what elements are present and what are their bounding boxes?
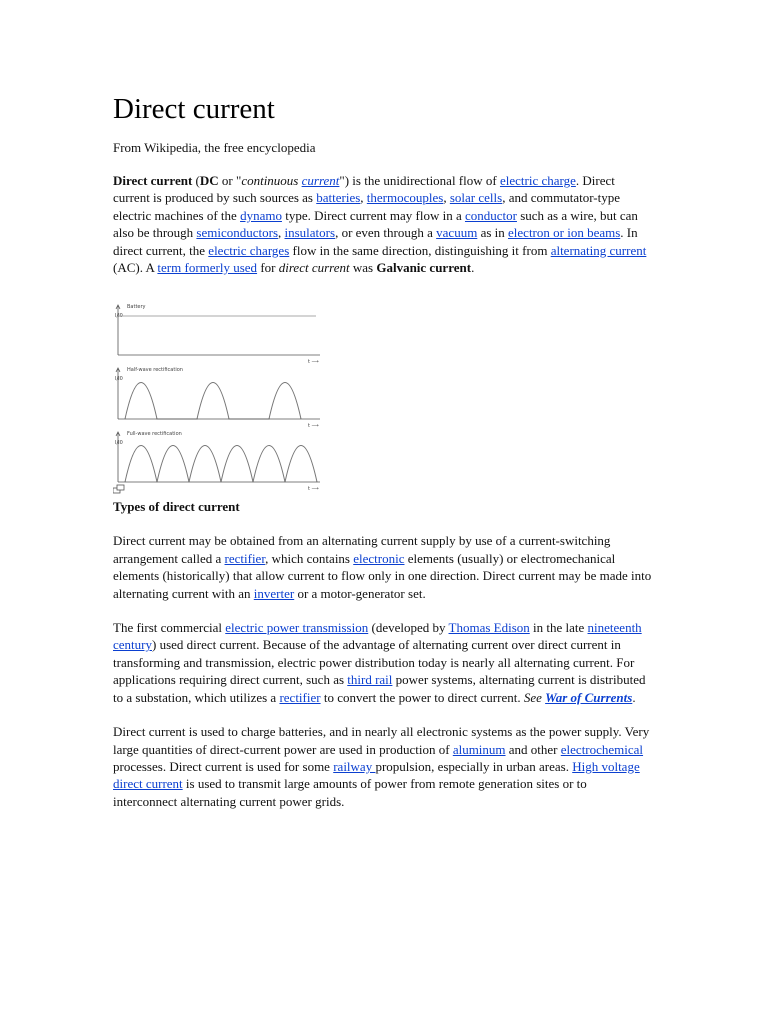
link-conductor[interactable]: conductor — [464, 207, 517, 223]
x-label: t ⟶ — [308, 423, 319, 430]
link-term-formerly-used[interactable]: term formerly used — [157, 260, 258, 276]
link-rectifier-2[interactable]: rectifier — [279, 689, 321, 705]
dc-waveform-diagram — [113, 296, 325, 496]
page-title: Direct current — [113, 93, 275, 125]
full-wave-curve — [125, 446, 317, 483]
paragraph-history — [113, 619, 653, 706]
link-electric-charge[interactable]: electric charge — [499, 173, 576, 188]
text: processes. Direct current is used for some — [113, 758, 334, 774]
half-wave-curve — [125, 383, 301, 420]
text: flow in the same direction, distinguishing it from — [289, 242, 551, 258]
x-label: t ⟶ — [308, 486, 319, 493]
panel-label: Half-wave rectification — [127, 367, 183, 374]
subtitle: From Wikipedia, the free encyclopedia — [113, 140, 316, 155]
text: , or even through a — [335, 225, 437, 241]
text: as in — [477, 225, 509, 241]
figure-caption: Types of direct current — [113, 499, 240, 515]
link-nineteenth-century[interactable]: nineteenth century — [113, 620, 642, 653]
panel-label: Full-wave rectification — [127, 431, 182, 438]
term-direct-current: Direct current — [113, 173, 193, 188]
link-electronic[interactable]: electronic — [353, 550, 405, 566]
panel-battery — [115, 304, 320, 365]
link-rectifier[interactable]: rectifier — [224, 550, 266, 566]
dc-types-figure[interactable] — [113, 296, 325, 496]
text: elements (usually) or electromechanical elements (historically) that allow current to flow only in one direction. Direct current may be made into alternating current with an — [113, 550, 652, 601]
text: . — [471, 260, 475, 276]
link-semiconductors[interactable]: semiconductors — [196, 225, 278, 241]
article — [113, 92, 653, 810]
paragraph-uses — [113, 723, 653, 810]
link-electrochemical[interactable]: electrochemical — [560, 741, 644, 757]
text: (AC). A — [113, 260, 158, 276]
see-label: See — [523, 689, 546, 705]
text: and other — [505, 741, 561, 757]
link-solar-cells[interactable]: solar cells — [449, 190, 503, 206]
text: power systems, alternating current is distributed to a substation, which utilizes a — [113, 672, 646, 705]
term-continuous: continuous — [241, 173, 302, 188]
text: type. Direct current may flow in a — [281, 207, 465, 223]
link-current[interactable]: current — [301, 173, 340, 188]
text: (developed by — [368, 620, 449, 636]
text: The first commercial — [113, 620, 226, 636]
text: Direct current may be obtained from an alternating current supply by use of a current-switching arrangement called a — [113, 533, 611, 566]
term-galvanic-current: Galvanic current — [376, 260, 472, 276]
panel-label: Battery — [127, 304, 146, 311]
text: , — [360, 190, 367, 206]
link-railway[interactable]: railway — [333, 758, 376, 774]
text: , — [278, 225, 285, 241]
text: in the late — [529, 620, 588, 636]
y-label: I/I0 — [115, 440, 123, 447]
text: or " — [218, 173, 242, 188]
link-aluminum[interactable]: aluminum — [452, 741, 506, 757]
paragraph-rectifier — [113, 532, 653, 602]
link-alternating-current[interactable]: alternating current — [550, 242, 647, 258]
enlarge-icon[interactable] — [113, 485, 124, 493]
term-dc: DC — [199, 173, 219, 188]
text: ( — [192, 173, 200, 188]
link-thomas-edison[interactable]: Thomas Edison — [448, 620, 530, 636]
text: is used to transmit large amounts of power from remote generation sites or to interconnect alternating current power grids. — [113, 776, 587, 809]
link-electron-beams[interactable]: electron or ion beams — [508, 225, 621, 241]
text: . — [632, 689, 636, 705]
text: ) used direct current. Because of the advantage of alternating current over direct current in transforming and transmission, electric power distribution today is nearly all alternating current. For applications requiring direct current, such as — [113, 637, 635, 688]
panel-full-wave — [115, 431, 320, 492]
text: or a motor-generator set. — [294, 585, 426, 601]
text: to convert the power to direct current. — [320, 689, 524, 705]
intro-paragraph — [113, 172, 653, 276]
text: . In direct current, the — [113, 225, 638, 258]
link-electric-power-transmission[interactable]: electric power transmission — [225, 620, 369, 636]
x-label: t ⟶ — [308, 359, 319, 366]
link-insulators[interactable]: insulators — [284, 225, 336, 241]
term-direct-current-italic: direct current — [278, 260, 350, 276]
panel-half-wave — [115, 367, 320, 429]
link-vacuum[interactable]: vacuum — [436, 225, 478, 241]
link-electric-charges[interactable]: electric charges — [208, 242, 290, 258]
text: Direct current is used to charge batteries, and in nearly all electronic systems as the power supply. Very large quantities of direct-current power are used in production of — [113, 724, 650, 757]
y-label: I/I0 — [115, 376, 123, 383]
link-hvdc[interactable]: High voltage direct current — [113, 758, 640, 792]
link-inverter[interactable]: inverter — [253, 585, 295, 601]
link-batteries[interactable]: batteries — [316, 190, 361, 206]
text: , which contains — [265, 550, 354, 566]
text: for — [257, 260, 279, 276]
text: was — [349, 260, 377, 276]
text: propulsion, especially in urban areas. — [375, 758, 573, 774]
link-dynamo[interactable]: dynamo — [240, 207, 282, 223]
text: , — [443, 190, 450, 206]
text: . Direct current is produced by such sources as — [113, 173, 615, 206]
link-war-of-currents[interactable]: War of Currents — [545, 689, 633, 705]
text: such as a wire, but can also be through — [113, 207, 638, 241]
text: ") is the unidirectional flow of — [339, 173, 500, 188]
text: , and commutator-type electric machines of the — [113, 190, 620, 223]
y-label: I/I0 — [115, 313, 123, 320]
link-third-rail[interactable]: third rail — [347, 672, 393, 688]
link-thermocouples[interactable]: thermocouples — [366, 190, 444, 206]
